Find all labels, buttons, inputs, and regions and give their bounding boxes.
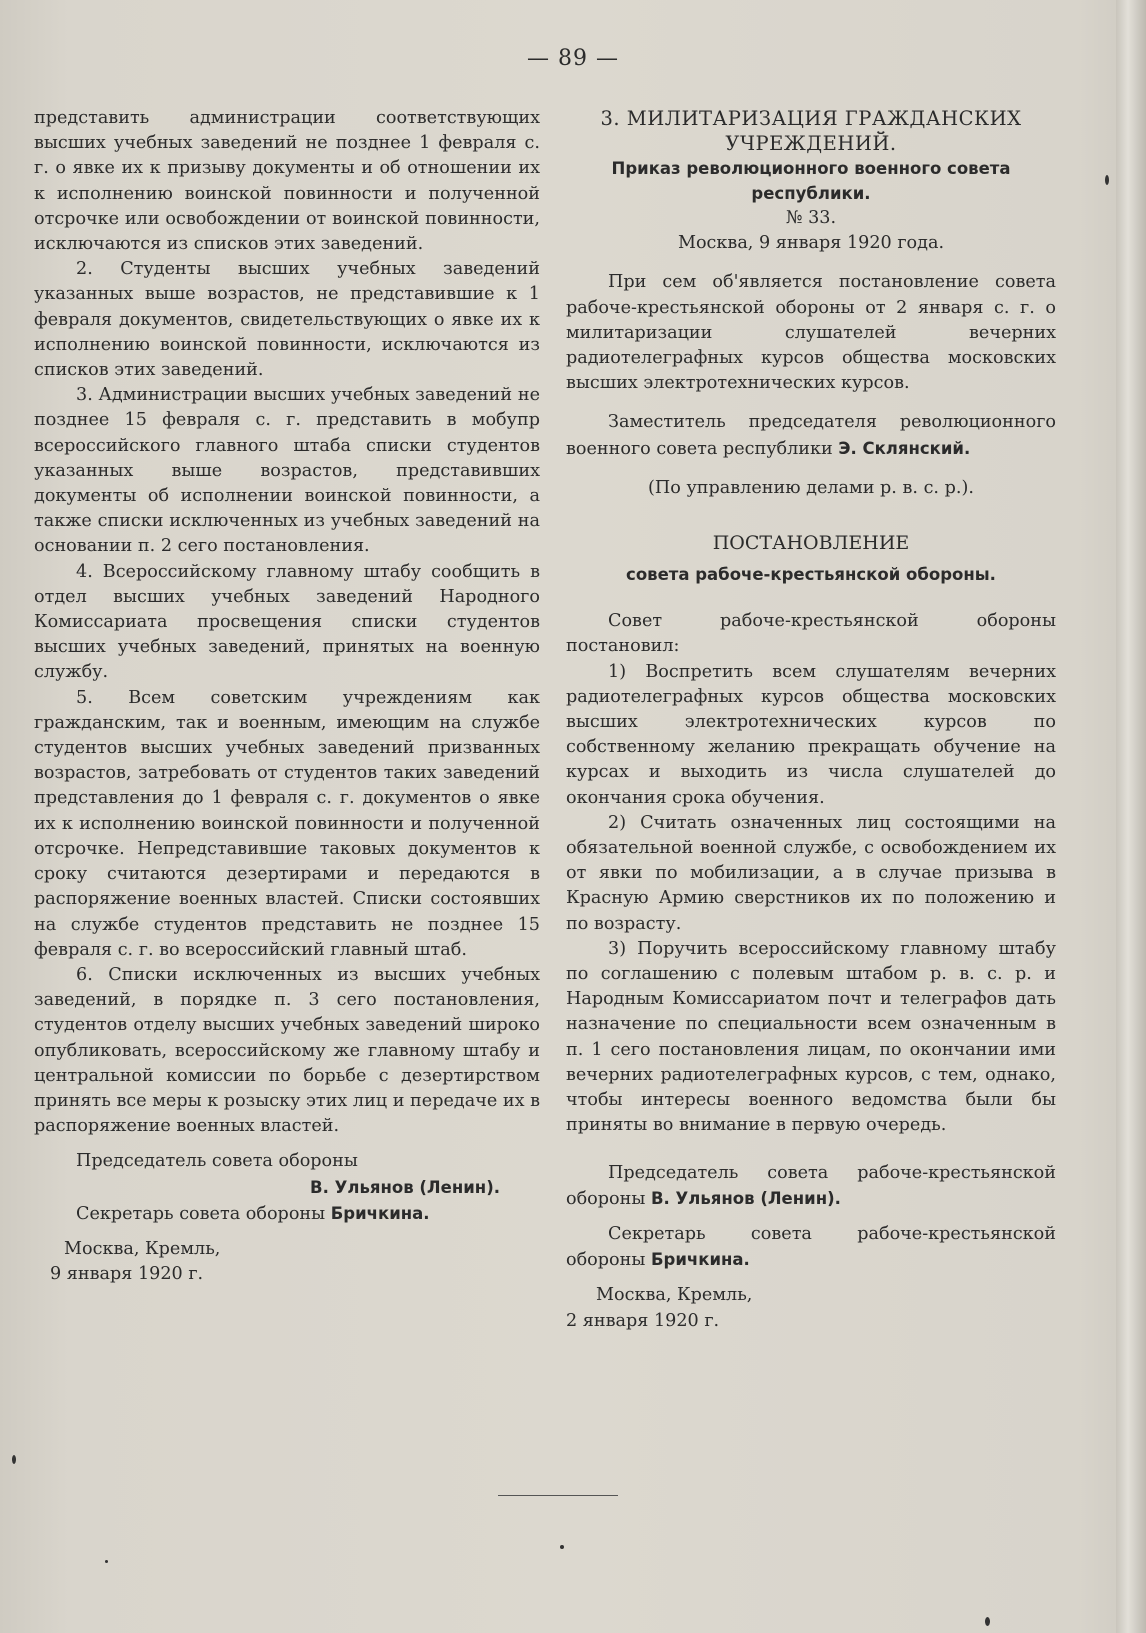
left-date: 9 января 1920 г. bbox=[50, 1264, 204, 1285]
decree-item-3: 3) Поручить всероссийскому главному штабу по соглашению с полевым штабом р. в. с. р. и Народным Комиссариатом почт и телеграфов дать назначение по специальности всем означенным в п. 1 сего постановления лицам, по окончании ими вечерних радиотелеграфных курсов, с тем, однако, чтобы интересы военного ведомства были бы приняты во внимание в первую очередь. bbox=[566, 938, 1056, 1136]
left-paragraph-3: 3. Администрации высших учебных заведений не позднее 15 февраля с. г. представить в мобупр всероссийского главного штаба списки студентов указанных выше возрастов, представивших документы об исполнении воинской повинности, а также списки исключенных из учебных заведений на основании п. 2 сего постановления. bbox=[34, 385, 540, 557]
left-chair-name-text: В. Ульянов (Ленин). bbox=[310, 1177, 500, 1197]
order-title: Приказ революционного военного совета республики. bbox=[611, 159, 1011, 203]
left-column bbox=[34, 106, 540, 1287]
deputy-name: Э. Склянский. bbox=[838, 438, 971, 458]
print-speck bbox=[985, 1617, 990, 1626]
print-speck bbox=[560, 1545, 564, 1549]
left-paragraph-continuation: представить администрации соответствующих высших учебных заведений не позднее 1 февраля с. г. о явке их к призыву документы и об отношении их к исполнению воинской повинности и полученной отсрочке или освобождении от воинской повинности, исключаются из списков этих заведений. bbox=[34, 108, 540, 255]
right-chair-title: Председатель совета рабоче-крестьянской обороны bbox=[566, 1162, 1056, 1209]
right-secretary-signature bbox=[566, 1222, 1056, 1273]
print-speck bbox=[12, 1455, 16, 1464]
end-rule bbox=[498, 1495, 618, 1496]
section-title: 3. МИЛИТАРИЗАЦИЯ ГРАЖДАНСКИХ УЧРЕЖДЕНИЙ. bbox=[600, 107, 1022, 155]
decree-item-1: 1) Воспретить всем слушателям вечерних радиотелеграфных курсов общества московских высших электротехнических курсов по собственному желанию прекращать обучение на курсах и выходить из числа слушателей до окончания срока обучения. bbox=[566, 661, 1056, 808]
decree-subtitle: совета рабоче-крестьянской обороны. bbox=[626, 565, 996, 585]
left-secretary-name: Бричкина. bbox=[330, 1203, 430, 1223]
page-number: — 89 — bbox=[527, 46, 619, 71]
admin-note: (По управлению делами р. в. с. р.). bbox=[648, 477, 974, 498]
decree-intro: Совет рабоче-крестьянской обороны постановил: bbox=[566, 611, 1056, 657]
right-secretary-name: Бричкина. bbox=[650, 1250, 750, 1270]
left-paragraph-5: 5. Всем советским учреждениям как гражданским, так и военным, имеющим на службе студентов высших учебных заведений призванных возрастов, затребовать от студентов таких заведений представления до 1 февраля с. г. документов о явке их к исполнению воинской повинности и полученной отсрочке. Непредставившие таковых документов к сроку считаются дезертирами и передаются в распоряжение военных властей. Списки состоявших на службе студентов представить не позднее 15 февраля с. г. во всероссийский главный штаб. bbox=[34, 687, 540, 960]
order-date: Москва, 9 января 1920 года. bbox=[677, 233, 945, 254]
right-column bbox=[566, 106, 1056, 1334]
left-chair-title: Председатель совета обороны bbox=[76, 1151, 358, 1172]
page-binding-edge bbox=[1116, 0, 1146, 1633]
order-number: № 33. bbox=[785, 208, 837, 228]
left-paragraph-6: 6. Списки исключенных из высших учебных заведений, в порядке п. 3 сего постановления, студентов отделу высших учебных заведений широко опубликовать, всероссийскому же главному штабу и центральной комиссии по борьбе с дезертирством принять все меры к розыску этих лиц и передаче их в распоряжение военных властей. bbox=[34, 964, 540, 1137]
decree-item-2: 2) Считать означенных лиц состоящими на обязательной военной службе, с освобождением их от явки по мобилизации, а в случае призыва в Красную Армию сверстников их по положению и по возрасту. bbox=[566, 812, 1056, 934]
right-chair-name: В. Ульянов (Ленин). bbox=[650, 1188, 841, 1208]
deputy-signature bbox=[566, 410, 1056, 461]
right-chair-signature bbox=[566, 1161, 1056, 1212]
left-paragraph-2: 2. Студенты высших учебных заведений указанных выше возрастов, не представившие к 1 февраля документов, свидетельствующих о явке их к исполнению воинской повинности, исключаются из списков этих заведений. bbox=[34, 259, 540, 381]
decree-title: ПОСТАНОВЛЕНИЕ bbox=[712, 532, 910, 555]
print-speck bbox=[105, 1560, 108, 1563]
deputy-title: Заместитель председателя революционного военного совета республики bbox=[566, 412, 1056, 459]
right-place: Москва, Кремль, bbox=[596, 1285, 753, 1306]
right-date: 2 января 1920 г. bbox=[566, 1310, 720, 1331]
print-speck bbox=[1105, 175, 1109, 185]
right-secretary-title: Секретарь совета рабоче-крестьянской обороны bbox=[566, 1223, 1056, 1271]
order-text: При сем об'является постановление совета рабоче-крестьянской обороны от 2 января с. г. о милитаризации слушателей вечерних радиотелеграфных курсов общества московских высших электротехнических курсов. bbox=[566, 272, 1056, 394]
left-secretary-line bbox=[34, 1201, 540, 1227]
left-chair-name bbox=[34, 1175, 540, 1201]
left-place: Москва, Кремль, bbox=[64, 1238, 221, 1259]
left-secretary-title: Секретарь совета обороны bbox=[76, 1203, 326, 1224]
left-paragraph-4: 4. Всероссийскому главному штабу сообщить в отдел высших учебных заведений Народного Комиссариата просвещения списки студентов высших учебных заведений, принятых на военную службу. bbox=[34, 561, 540, 683]
